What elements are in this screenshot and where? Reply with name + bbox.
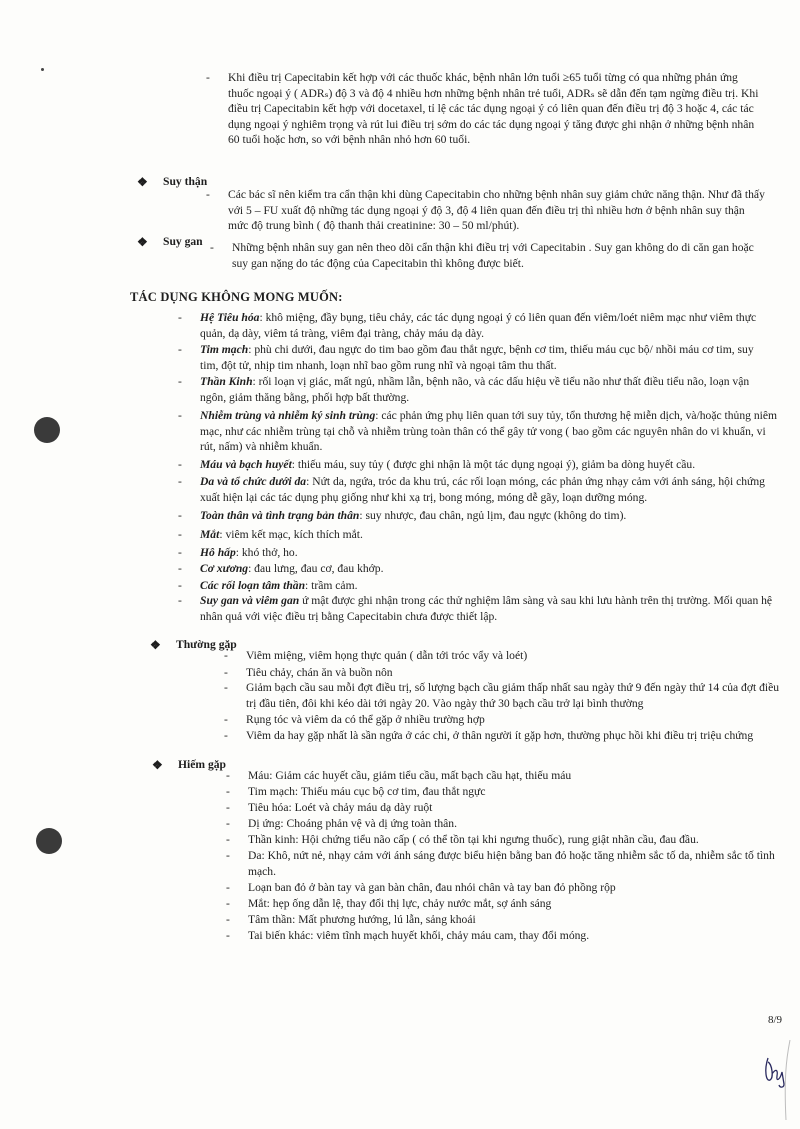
adverse-effect-term: Tim mạch — [200, 343, 249, 356]
adverse-effect-term: Mắt — [200, 528, 220, 541]
adverse-effect-text: : khó thở, ho. — [235, 546, 298, 559]
adverse-effect-item — [200, 374, 774, 405]
page-edge-shadow — [780, 1040, 792, 1120]
page-number: 8/9 — [768, 1014, 783, 1026]
adverse-effect-item — [200, 593, 788, 624]
hiem-gap-item: - Loạn ban đỏ ở bàn tay và gan bàn chân, đau nhói chân và tay ban đỏ phồng rộp — [248, 880, 788, 896]
adverse-effect-text: ứ mật được ghi nhận trong các thử nghiệm lâm sàng và sau khi lưu hành trên thị trường. Mối quan hệ nhân quả với việc điều trị bằng Capecitabin chưa được thiết lập. — [200, 594, 773, 623]
hiem-gap-item: - Tâm thần: Mất phương hướng, lú lẫn, sảng khoái — [248, 912, 788, 928]
adverse-effect-item — [200, 545, 760, 561]
adverse-effect-term: Hô hấp — [200, 546, 236, 559]
adverse-effect-text: : viêm kết mạc, kích thích mắt. — [219, 528, 363, 541]
diamond-bullet-icon: ❖ — [137, 175, 148, 189]
hiem-gap-item: - Mắt: hẹp ống dẫn lệ, thay đổi thị lực, chảy nước mắt, sợ ánh sáng — [248, 896, 788, 912]
hiem-gap-item: - Dị ứng: Choáng phản vệ và dị ứng toàn thân. — [248, 816, 788, 832]
thuong-gap-item: - Tiêu chảy, chán ăn và buồn nôn — [246, 665, 786, 681]
adverse-effect-term: Máu và bạch huyết — [200, 458, 292, 471]
scan-speck — [41, 68, 44, 71]
adverse-effect-term: Các rối loạn tâm thần — [200, 579, 306, 592]
adverse-effect-term: Hệ Tiêu hóa — [200, 311, 260, 324]
adverse-effect-item — [200, 310, 772, 341]
thuong-gap-item: - Viêm da hay gặp nhất là sần ngứa ở các chi, ở thân người ít gặp hơn, thường phục hồi khi điều trị triệu chứng — [246, 728, 786, 744]
hiem-gap-item: - Tai biến khác: viêm tĩnh mạch huyết khối, chảy máu cam, thay đổi móng. — [248, 928, 788, 944]
adverse-effect-item — [200, 474, 780, 505]
hiem-gap-heading: Hiếm gặp — [178, 758, 226, 771]
adverse-effect-term: Cơ xương — [200, 562, 249, 575]
thuong-gap-heading: Thường gặp — [176, 638, 237, 651]
hiem-gap-item: - Tiêu hóa: Loét và chảy máu dạ dày ruột — [248, 800, 788, 816]
adverse-effect-item — [200, 508, 760, 524]
adverse-effect-text: : suy nhược, đau chân, ngủ lịm, đau ngực (không do tim). — [359, 509, 627, 522]
diamond-bullet-icon: ❖ — [152, 758, 163, 772]
adverse-effect-text: : trầm cảm. — [305, 579, 358, 592]
adverse-effects-title: TÁC DỤNG KHÔNG MONG MUỐN: — [130, 290, 343, 304]
adverse-effect-item — [200, 457, 780, 473]
adverse-effect-term: Suy gan và viêm gan — [200, 594, 300, 607]
hiem-gap-item: - Tim mạch: Thiếu máu cục bộ cơ tim, đau thắt ngực — [248, 784, 788, 800]
adverse-effect-text: : các phản ứng phụ liên quan tới suy tủy, tổn thương hệ miễn dịch, và/hoặc thủng niêm mạc, như các nhiễm trùng tại chỗ và nhiễm trùng toàn thân có thể gây tử vong ( bao gồm các nguyên nhân do vi khuẩn, vi rút, nấm) và nhiễm khuẩn. — [200, 409, 778, 453]
diamond-bullet-icon: ❖ — [137, 235, 148, 249]
adverse-effect-item — [200, 561, 760, 577]
suy-gan-heading: Suy gan — [163, 235, 203, 248]
adverse-effect-text: : Nứt da, ngứa, tróc da khu trú, các rối loạn móng, các phản ứng nhạy cảm với ánh sáng, hội chứng xuất hiện lại các tác dụng phụ giống như khi xạ trị, bong móng, móng dễ gãy, loạn dưỡng móng. — [200, 475, 765, 504]
adverse-effect-text: : khô miệng, đầy bụng, tiêu chảy, các tác dụng ngoại ý có liên quan đến viêm/loét niêm mạc như viêm thực quản, dạ dày, viêm tá tràng, viêm đại tràng, chảy máu dạ dày. — [200, 311, 757, 340]
adverse-effect-text: : đau lưng, đau cơ, đau khớp. — [248, 562, 384, 575]
suy-than-heading: Suy thận — [163, 175, 208, 188]
adverse-effect-term: Toàn thân và tình trạng bản thân — [200, 509, 360, 522]
adverse-effect-text: : rối loạn vị giác, mất ngủ, nhầm lẫn, bệnh não, và các dấu hiệu về tiểu não như thất điều tiểu não, loạn vận ngôn, giảm thăng bằng, phối hợp bất thường. — [200, 375, 750, 404]
adverse-effect-item — [200, 408, 780, 455]
adverse-effect-term: Da và tổ chức dưới da — [200, 475, 307, 488]
adverse-effect-item — [200, 342, 772, 373]
punch-hole — [34, 417, 60, 443]
thuong-gap-item: - Viêm miệng, viêm họng thực quản ( dẫn tới tróc vẩy và loét) — [246, 648, 786, 664]
hiem-gap-item: - Thần kinh: Hội chứng tiểu não cấp ( có thể tồn tại khi ngưng thuốc), rung giật nhãn cầu, đau đầu. — [248, 832, 788, 848]
suy-gan-text: - Những bệnh nhân suy gan nên theo dõi cẩn thận khi điều trị với Capecitabin . Suy gan không do di căn gan hoặc suy gan nặng do tác động của Capecitabin thì không được biết. — [232, 240, 770, 271]
adverse-effect-text: : thiếu máu, suy tủy ( được ghi nhận là một tác dụng ngoại ý), giảm ba dòng huyết cầu. — [291, 458, 696, 471]
thuong-gap-item: - Giảm bạch cầu sau mỗi đợt điều trị, số lượng bạch cầu giảm thấp nhất sau ngày thứ 9 đến ngày thứ 14 của đợt điều trị đầu tiên, đôi khi kéo dài tới ngày 20. Vào ngày thứ 30 bạch cầu trở lại bình thường — [246, 680, 786, 711]
hiem-gap-item: - Máu: Giảm các huyết cầu, giảm tiểu cầu, mất bạch cầu hạt, thiếu máu — [248, 768, 788, 784]
hiem-gap-item: - Da: Khô, nứt nẻ, nhạy cảm với ánh sáng được biểu hiện bằng ban đỏ hoặc tăng nhiễm sắc tố da, nhiễm sắc tố tình mạch. — [248, 848, 788, 879]
adverse-effect-term: Thần Kinh — [200, 375, 253, 388]
diamond-bullet-icon: ❖ — [150, 638, 161, 652]
elderly-paragraph: - Khi điều trị Capecitabin kết hợp với các thuốc khác, bệnh nhân lớn tuổi ≥65 tuổi từng có qua những phản ứng thuốc ngoại ý ( ADRₛ) độ 3 và độ 4 nhiều hơn những bệnh nhân trẻ tuổi, ADRₛ sẽ dẫn đến tạm ngừng điều trị. Khi điều trị Capecitabin kết hợp với docetaxel, tỉ lệ các tác dụng ngoại ý có liên quan đến điều trị độ 3 hoặc 4, các tác dụng ngoại ý nghiêm trọng và rút lui điều trị sớm do các tác dụng ngoại ý tăng được ghi nhận ở những bệnh nhân 60 tuổi hoặc hơn, so với bệnh nhân nhỏ hơn 60 tuổi. — [228, 70, 764, 148]
suy-than-text: - Các bác sĩ nên kiểm tra cẩn thận khi dùng Capecitabin cho những bệnh nhân suy giảm chức năng thận. Như đã thấy với 5 – FU xuất độ những tác dụng ngoại ý độ 3, độ 4 liên quan đến điều trị thì nhiều hơn ở bệnh nhân suy thận mức độ trung bình ( độ thanh thải creatinine: 30 – 50 ml/phút). — [228, 187, 768, 234]
thuong-gap-item: - Rụng tóc và viêm da có thể gặp ở nhiều trường hợp — [246, 712, 786, 728]
adverse-effect-term: Nhiễm trùng và nhiễm ký sinh trùng — [200, 409, 376, 422]
punch-hole — [36, 828, 62, 854]
adverse-effect-item — [200, 578, 760, 594]
adverse-effect-item — [200, 527, 760, 543]
adverse-effect-text: : phù chi dưới, đau ngực do tim bao gồm đau thắt ngực, bệnh cơ tim, thiếu máu cục bộ/ nhồi máu cơ tim, suy tim, đột tử, nhịp tim nhanh, loạn nhĩ bao gồm rung nhĩ và ngoại tâm thu thất. — [200, 343, 754, 372]
